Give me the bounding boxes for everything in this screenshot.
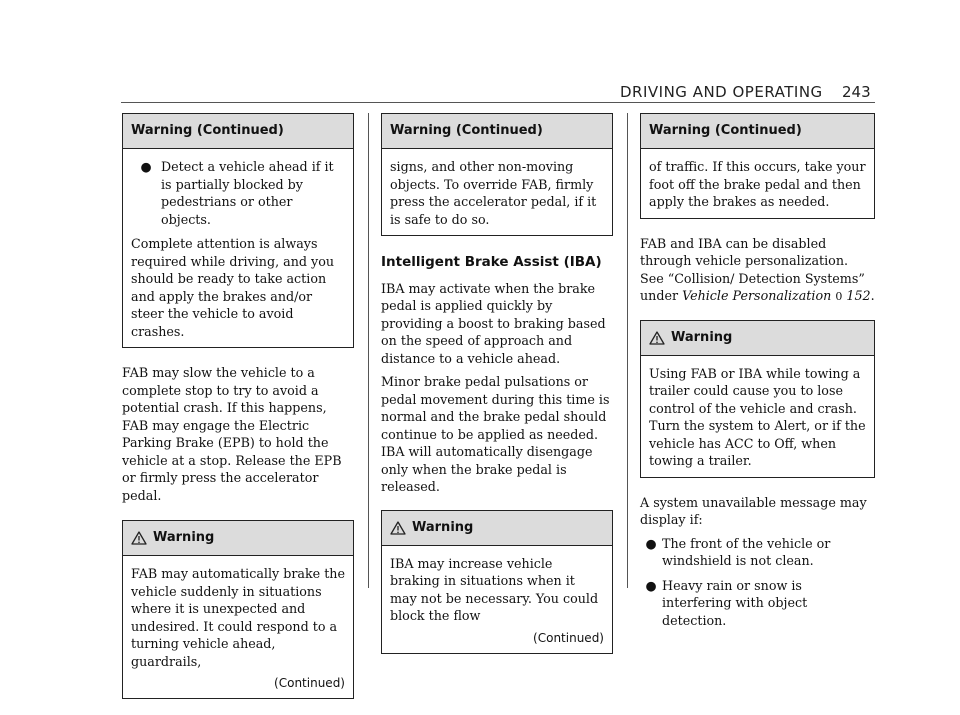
column-middle: [381, 113, 613, 670]
list-item-text: The front of the vehicle or windshield is not clean.: [662, 535, 831, 568]
paragraph: A system unavailable message may display if:: [640, 494, 867, 527]
column-right: [640, 113, 875, 636]
bullet-icon: ●: [140, 159, 152, 174]
warning-box-header: [123, 521, 353, 556]
warning-text: signs, and other non-moving objects. To override FAB, firmly press the accelerator pedal, if it is safe to do so.: [390, 159, 597, 227]
header-rule: [121, 102, 875, 103]
list-item-text: Detect a vehicle ahead if it is partially blocked by pedestrians or other objects.: [161, 159, 334, 227]
warning-box-title: Warning: [671, 329, 733, 345]
warning-text: FAB may automatically brake the vehicle suddenly in situations where it is unexpected and undesired. It could respond to a turning vehicle ahead, guardrails,: [131, 566, 345, 669]
paragraph-text: FAB and IBA can be disabled through vehicle personalization. See “Collision/ Detection Systems” under: [640, 235, 865, 303]
section-heading: Intelligent Brake Assist (IBA): [381, 254, 602, 270]
column-divider: [368, 113, 369, 588]
warning-box-title: Warning (Continued): [382, 114, 612, 149]
warning-box-title: Warning (Continued): [123, 114, 353, 149]
warning-text: Complete attention is always required while driving, and you should be ready to take action and apply the brakes and/or steer the vehicle to avoid crashes.: [131, 236, 335, 339]
column-divider: [627, 113, 628, 588]
continued-label: (Continued): [274, 676, 345, 690]
list-item-text: Heavy rain or snow is interfering with object detection.: [662, 577, 808, 628]
column-left: [122, 113, 354, 715]
paragraph: [640, 235, 875, 306]
warning-box: [381, 510, 613, 654]
bullet-icon: ●: [645, 577, 657, 593]
warning-box: [381, 113, 613, 236]
continued-label: (Continued): [533, 630, 604, 645]
paragraph: Minor brake pedal pulsations or pedal movement during this time is normal and the brake pedal should continue to be applied as needed. IBA will automatically disengage only when the brake pedal is released.: [381, 374, 610, 494]
list-item: [131, 158, 345, 228]
warning-text: IBA may increase vehicle braking in situations when it may not be necessary. You could block the flow: [390, 555, 599, 623]
warning-box-title: Warning: [412, 519, 474, 535]
warning-box: [122, 113, 354, 348]
paragraph: FAB may slow the vehicle to a complete stop to try to avoid a potential crash. If this happens, FAB may engage the Electric Parking Brake (EPB) to hold the vehicle at a stop. Release the EPB or firmly press the accelerator pedal.: [122, 365, 342, 503]
list-item: [640, 535, 875, 570]
warning-box: [640, 113, 875, 219]
warning-box-header: [641, 321, 874, 356]
warning-box-title: Warning: [153, 530, 215, 546]
warning-triangle-icon: [390, 521, 406, 535]
list-item: [640, 577, 875, 630]
paragraph: IBA may activate when the brake pedal is applied quickly by providing a boost to braking based on the speed of approach and distance to a vehicle ahead.: [381, 280, 606, 366]
bullet-icon: ●: [645, 535, 657, 551]
page-reference-icon: 0: [835, 290, 843, 303]
warning-box: [640, 320, 875, 478]
page-number: 243: [842, 83, 871, 101]
warning-text: of traffic. If this occurs, take your foot off the brake pedal and then apply the brakes as needed.: [649, 159, 866, 209]
warning-triangle-icon: [131, 531, 147, 545]
page-reference[interactable]: 152: [846, 288, 871, 303]
warning-text: Using FAB or IBA while towing a trailer could cause you to lose control of the vehicle and crash. Turn the system to Alert, or if the vehicle has ACC to Off, when towing a trailer.: [649, 365, 866, 468]
cross-reference-link[interactable]: Vehicle Personalization: [682, 288, 832, 303]
warning-triangle-icon: [649, 331, 665, 345]
warning-box-title: Warning (Continued): [641, 114, 874, 149]
warning-box: [122, 520, 354, 699]
warning-box-header: [382, 511, 612, 546]
paragraph-text: .: [870, 288, 875, 303]
section-title: DRIVING AND OPERATING: [620, 83, 823, 101]
